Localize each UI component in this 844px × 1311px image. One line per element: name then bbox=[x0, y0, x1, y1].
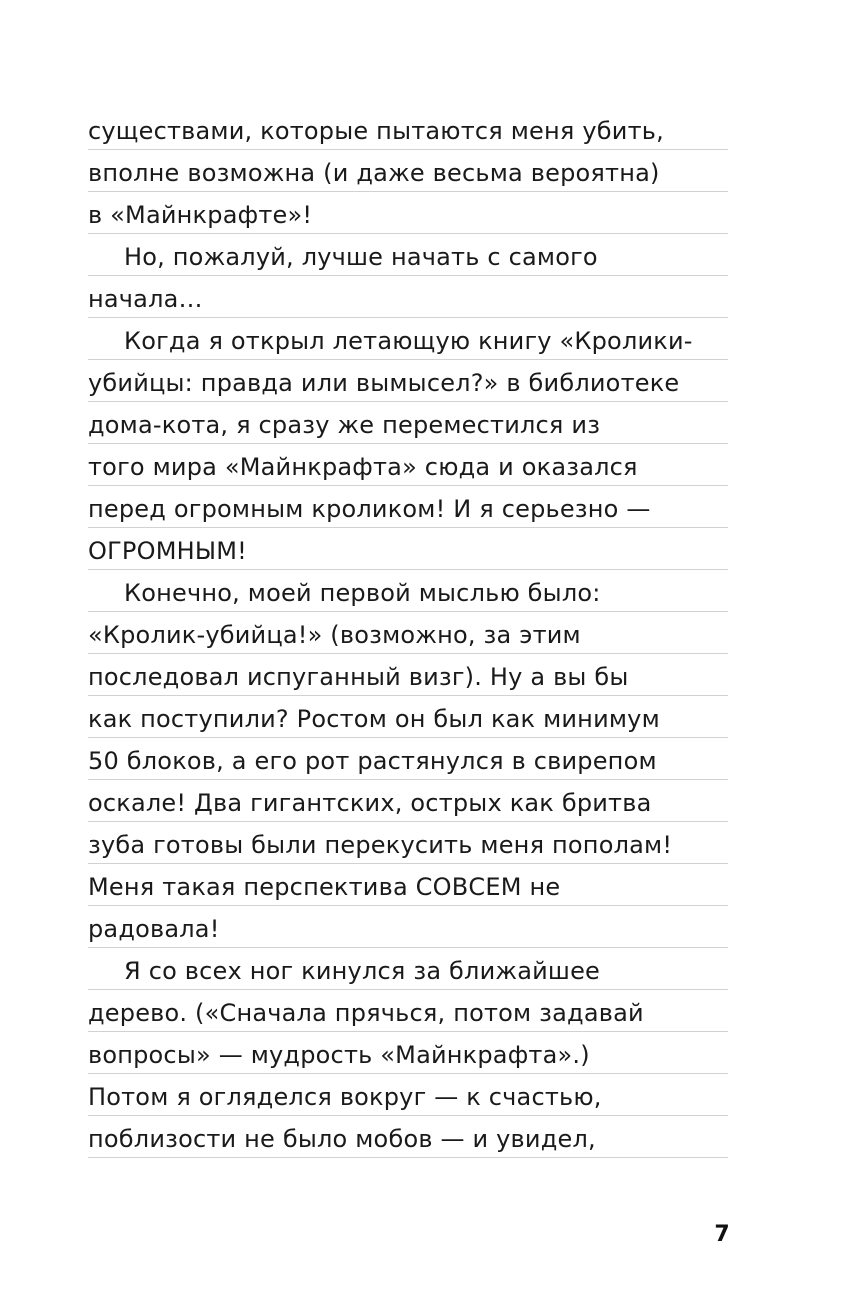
ruled-text-block bbox=[88, 108, 728, 1158]
text-line: существами, которые пытаются меня убить, bbox=[88, 108, 728, 150]
text-line: как поступили? Ростом он был как минимум bbox=[88, 696, 728, 738]
text-line: 50 блоков, а его рот растянулся в свирепом bbox=[88, 738, 728, 780]
text-line: ОГРОМНЫМ! bbox=[88, 528, 728, 570]
text-line: дерево. («Сначала прячься, потом задавай bbox=[88, 990, 728, 1032]
text-line: последовал испуганный визг). Ну а вы бы bbox=[88, 654, 728, 696]
text-line: перед огромным кроликом! И я серьезно — bbox=[88, 486, 728, 528]
text-line: дома-кота, я сразу же переместился из bbox=[88, 402, 728, 444]
text-line: убийцы: правда или вымысел?» в библиотеке bbox=[88, 360, 728, 402]
text-line: «Кролик-убийца!» (возможно, за этим bbox=[88, 612, 728, 654]
text-line: оскале! Два гигантских, острых как бритва bbox=[88, 780, 728, 822]
text-line: поблизости не было мобов — и увидел, bbox=[88, 1116, 728, 1158]
text-line: зуба готовы были перекусить меня пополам! bbox=[88, 822, 728, 864]
text-line: радовала! bbox=[88, 906, 728, 948]
text-line: вполне возможна (и даже весьма вероятна) bbox=[88, 150, 728, 192]
text-line: Конечно, моей первой мыслью было: bbox=[88, 570, 728, 612]
text-line: Я со всех ног кинулся за ближайшее bbox=[88, 948, 728, 990]
text-line: Но, пожалуй, лучше начать с самого bbox=[88, 234, 728, 276]
text-line: начала… bbox=[88, 276, 728, 318]
text-line: в «Майнкрафте»! bbox=[88, 192, 728, 234]
text-line: Когда я открыл летающую книгу «Кролики- bbox=[88, 318, 728, 360]
text-line: того мира «Майнкрафта» сюда и оказался bbox=[88, 444, 728, 486]
text-line: вопросы» — мудрость «Майнкрафта».) bbox=[88, 1032, 728, 1074]
page-number: 7 bbox=[714, 1222, 730, 1247]
text-line: Потом я огляделся вокруг — к счастью, bbox=[88, 1074, 728, 1116]
text-line: Меня такая перспектива СОВСЕМ не bbox=[88, 864, 728, 906]
